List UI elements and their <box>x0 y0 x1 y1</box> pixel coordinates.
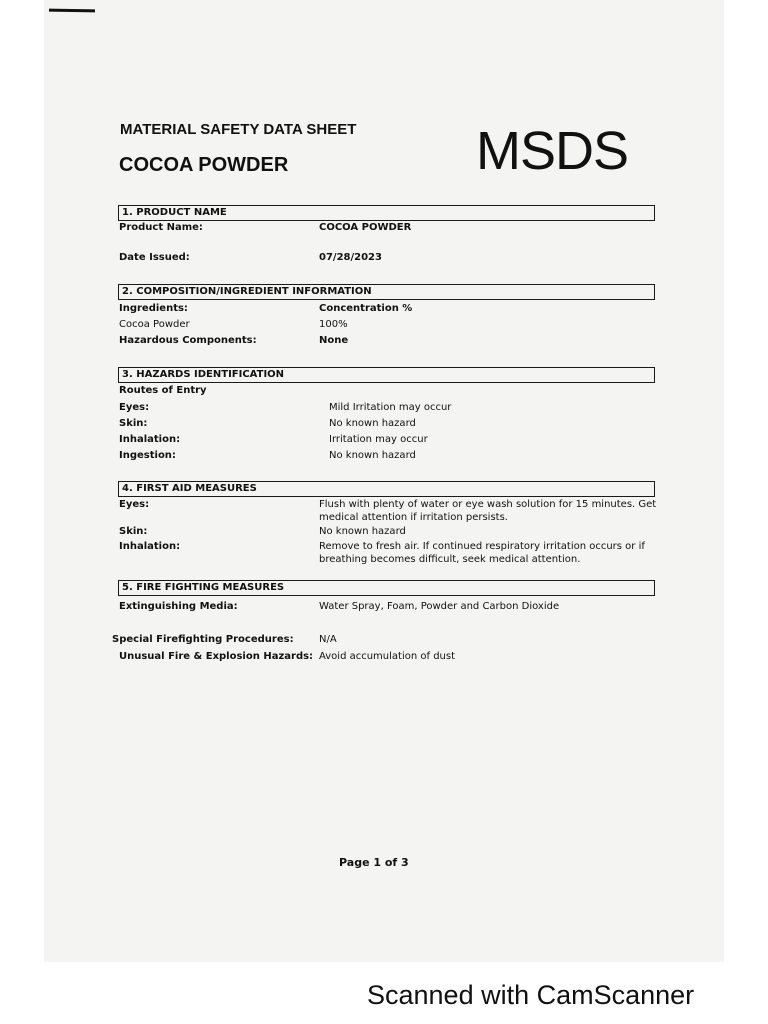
cocoa-powder-value: 100% <box>319 319 348 330</box>
unusual-hazards-label: Unusual Fire & Explosion Hazards: <box>119 651 314 662</box>
eyes-value: Mild Irritation may occur <box>329 402 452 413</box>
first-aid-inhalation-value: Remove to fresh air. If continued respiratory irritation occurs or if breathing becomes difficult, seek medical attention. <box>319 541 645 565</box>
hazardous-components-value: None <box>319 335 349 346</box>
skin-value: No known hazard <box>329 418 416 429</box>
section-1-header <box>118 205 655 221</box>
extinguishing-media-value: Water Spray, Foam, Powder and Carbon Dioxide <box>319 601 560 612</box>
ingredients-label: Ingredients: <box>119 303 188 314</box>
inhalation-label: Inhalation: <box>119 434 181 445</box>
product-name-value: COCOA POWDER <box>319 222 412 233</box>
first-aid-inhalation-label: Inhalation: <box>119 541 181 552</box>
page-number: Page 1 of 3 <box>339 856 409 869</box>
eyes-label: Eyes: <box>119 402 150 413</box>
date-issued-value: 07/28/2023 <box>319 252 382 263</box>
product-title: COCOA POWDER <box>119 154 289 176</box>
skin-label: Skin: <box>119 418 148 429</box>
first-aid-skin-value: No known hazard <box>319 526 406 537</box>
routes-of-entry-label: Routes of Entry <box>119 385 207 396</box>
section-3-header <box>118 367 655 383</box>
section-heading: 5. FIRE FIGHTING MEASURES <box>122 582 285 593</box>
first-aid-eyes-label: Eyes: <box>119 499 150 510</box>
inhalation-value: Irritation may occur <box>329 434 428 445</box>
section-heading: 3. HAZARDS IDENTIFICATION <box>122 369 285 380</box>
section-5-header <box>118 580 655 596</box>
special-procedures-value: N/A <box>319 634 337 645</box>
product-name-label: Product Name: <box>119 222 203 233</box>
date-issued-label: Date Issued: <box>119 252 190 263</box>
special-procedures-label: Special Firefighting Procedures: <box>112 634 294 645</box>
document-title: MATERIAL SAFETY DATA SHEET <box>120 121 357 138</box>
section-2-header <box>118 284 655 300</box>
section-heading: 1. PRODUCT NAME <box>122 207 227 218</box>
msds-logo: MSDS <box>476 121 629 181</box>
hazardous-components-label: Hazardous Components: <box>119 335 257 346</box>
ingestion-label: Ingestion: <box>119 450 176 461</box>
ingestion-value: No known hazard <box>329 450 416 461</box>
first-aid-eyes-value: Flush with plenty of water or eye wash solution for 15 minutes. Get medical attention if irritation persists. <box>319 499 657 523</box>
section-4-header <box>118 481 655 497</box>
cocoa-powder-label: Cocoa Powder <box>119 319 190 330</box>
unusual-hazards-value: Avoid accumulation of dust <box>319 651 456 662</box>
camscanner-watermark: Scanned with CamScanner <box>367 980 695 1010</box>
first-aid-skin-label: Skin: <box>119 526 148 537</box>
section-heading: 4. FIRST AID MEASURES <box>122 483 257 494</box>
concentration-label: Concentration % <box>319 303 413 314</box>
extinguishing-media-label: Extinguishing Media: <box>119 601 238 612</box>
section-heading: 2. COMPOSITION/INGREDIENT INFORMATION <box>122 286 372 297</box>
